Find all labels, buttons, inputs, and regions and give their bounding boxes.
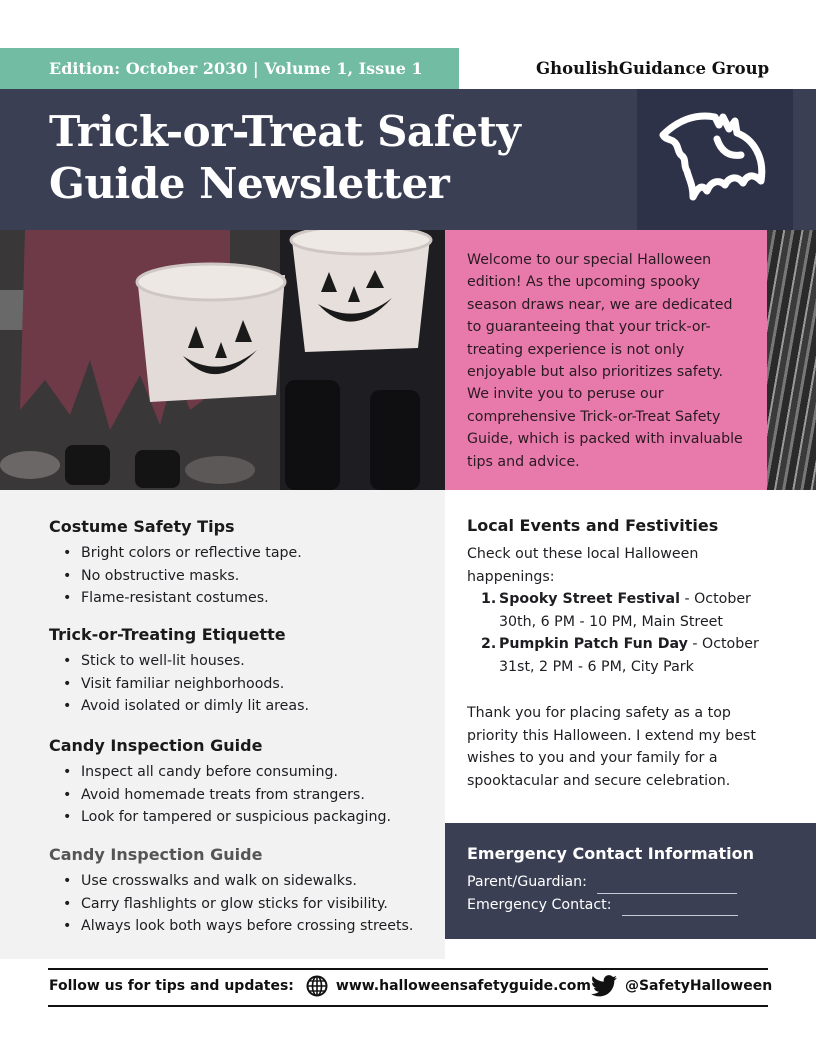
- tips-list: [49, 761, 391, 829]
- organization-name: GhoulishGuidance Group: [536, 59, 770, 78]
- website-link[interactable]: www.halloweensafetyguide.com: [335, 978, 591, 994]
- newsletter-title: [49, 106, 520, 210]
- edition-bar: [0, 48, 459, 89]
- candy-inspection-section: [49, 735, 391, 829]
- etiquette-section: [49, 624, 309, 718]
- emergency-heading: Emergency Contact Information: [467, 844, 754, 863]
- footer-label: Follow us for tips and updates:: [49, 978, 294, 994]
- bat-icon: [657, 111, 769, 201]
- footer: [49, 972, 773, 1000]
- emergency-contact-label: Emergency Contact:: [467, 896, 612, 913]
- parent-guardian-row: [467, 871, 794, 894]
- footer-bottom-divider: [48, 1005, 768, 1007]
- emergency-contact-box: [445, 823, 816, 939]
- event-item: [481, 588, 767, 633]
- logo-box: [637, 89, 793, 230]
- section-heading: Trick-or-Treating Etiquette: [49, 625, 286, 644]
- event-details: - October 31st, 2 PM - 6 PM, City Park: [499, 636, 759, 675]
- costume-safety-section: [49, 516, 302, 610]
- list-item: • Avoid homemade treats from strangers.: [63, 784, 391, 807]
- list-item: • Use crosswalks and walk on sidewalks.: [63, 870, 413, 893]
- events-section: [467, 515, 767, 678]
- twitter-handle-link[interactable]: @SafetyHalloween: [624, 978, 773, 994]
- event-number: 1.: [481, 591, 497, 607]
- list-item: • Flame-resistant costumes.: [63, 587, 302, 610]
- event-details: - October 30th, 6 PM - 10 PM, Main Street: [499, 591, 751, 630]
- list-item: • Inspect all candy before consuming.: [63, 761, 391, 784]
- edition-text: Edition: October 2030 | Volume 1, Issue 1: [49, 59, 423, 78]
- list-item: • Carry flashlights or glow sticks for visibility.: [63, 893, 413, 916]
- footer-top-divider: [48, 968, 768, 970]
- section-heading: Costume Safety Tips: [49, 517, 235, 536]
- events-heading: Local Events and Festivities: [467, 516, 719, 535]
- hero-photo: [0, 230, 445, 490]
- event-name: Spooky Street Festival: [499, 591, 680, 607]
- section-heading: Candy Inspection Guide: [49, 736, 263, 755]
- parent-guardian-label: Parent/Guardian:: [467, 874, 587, 890]
- events-list: [467, 588, 767, 678]
- globe-icon: [306, 975, 328, 997]
- trick-or-treat-buckets-image: [0, 230, 445, 490]
- newsletter-header: [0, 89, 816, 230]
- tips-list: [49, 650, 309, 718]
- list-item: • Visit familiar neighborhoods.: [63, 673, 309, 696]
- welcome-panel: [445, 230, 767, 490]
- tips-list: [49, 542, 302, 610]
- section-heading: Candy Inspection Guide: [49, 845, 263, 864]
- list-item: • Stick to well-lit houses.: [63, 650, 309, 673]
- event-number: 2.: [481, 636, 497, 652]
- list-item: • Avoid isolated or dimly lit areas.: [63, 695, 309, 718]
- list-item: • Look for tampered or suspicious packaging.: [63, 806, 391, 829]
- closing-message: Thank you for placing safety as a top priority this Halloween. I extend my best wishes to you and your family for a spooktacular and secure celebration.: [467, 705, 756, 789]
- emergency-contact-field[interactable]: [622, 900, 738, 916]
- event-name: Pumpkin Patch Fun Day: [499, 636, 688, 652]
- events-intro: Check out these local Halloween happenings:: [467, 546, 699, 585]
- twitter-bird-icon: [591, 975, 617, 997]
- title-line-1: Trick-or-Treat Safety: [49, 107, 521, 156]
- title-line-2: Guide Newsletter: [49, 159, 450, 208]
- emergency-contact-row: [467, 894, 794, 917]
- tips-list: [49, 870, 413, 938]
- list-item: • No obstructive masks.: [63, 565, 302, 588]
- event-item: [481, 633, 767, 678]
- hero-photo-edge: [767, 230, 816, 490]
- welcome-text: Welcome to our special Halloween edition! As the upcoming spooky season draws near, we are dedicated to guaranteeing that your trick-or-treating experience is not only enjoyable but also prioritizes safety. We invite you to peruse our comprehensive Trick-or-Treat Safety Guide, which is packed with invaluable tips and advice.: [467, 252, 743, 470]
- list-item: • Always look both ways before crossing streets.: [63, 915, 413, 938]
- parent-guardian-field[interactable]: [597, 878, 737, 894]
- street-safety-section: [49, 844, 413, 938]
- list-item: • Bright colors or reflective tape.: [63, 542, 302, 565]
